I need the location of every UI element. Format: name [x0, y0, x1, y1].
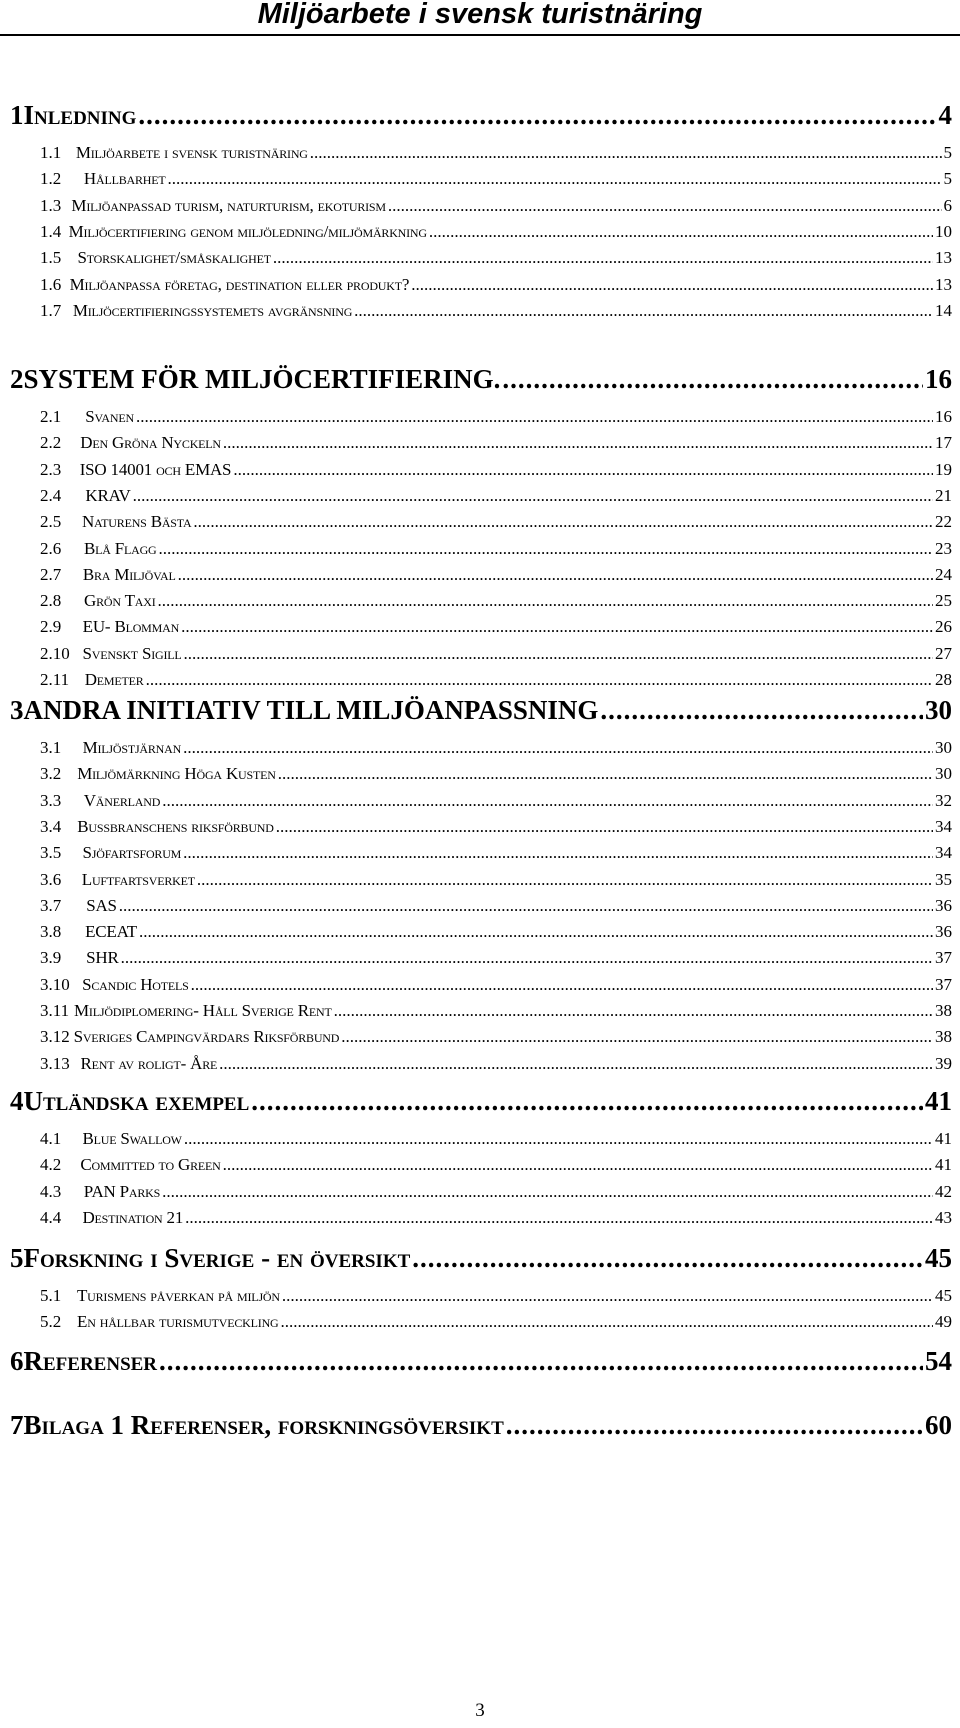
toc-entry-title: Miljömärkning Höga Kusten [77, 764, 276, 784]
toc-entry-number: 3.7 [40, 895, 62, 915]
toc-entry-title: Bilaga 1 Referenser, forskningsöversikt [23, 1410, 504, 1440]
toc-dot-leader [178, 565, 933, 585]
toc-entry-number: 3.3 [40, 790, 62, 810]
toc-section-entry[interactable] [40, 817, 952, 841]
toc-entry-page: 13 [935, 248, 952, 268]
toc-entry-number: 1.5 [40, 248, 62, 268]
toc-entry-number: 3.1 [40, 738, 62, 757]
toc-dot-leader [281, 1312, 933, 1332]
toc-dot-leader [159, 1346, 923, 1377]
toc-entry-title: SYSTEM FÖR MILJÖCERTIFIERING. [23, 364, 501, 394]
toc-entry-number: 5 [10, 1243, 24, 1273]
toc-entry-title: Rent av roligt- Åre [80, 1053, 218, 1073]
toc-entry-page: 25 [935, 591, 952, 611]
toc-dot-leader [429, 222, 933, 242]
toc-entry-number: 6 [10, 1346, 24, 1376]
toc-entry-title: SAS [86, 895, 117, 915]
toc-entry-number: 7 [10, 1410, 24, 1440]
toc-section-entry[interactable] [40, 764, 952, 788]
toc-entry-title: Blue Swallow [82, 1129, 182, 1148]
toc-entry-page: 41 [935, 1155, 952, 1175]
toc-entry-page: 23 [935, 538, 952, 558]
toc-dot-leader [354, 301, 933, 321]
toc-entry-title: Grön Taxi [84, 591, 156, 611]
toc-section-entry[interactable] [40, 539, 952, 563]
toc-entry-page: 35 [935, 869, 952, 889]
toc-entry-number: 3.6 [40, 869, 62, 889]
toc-dot-leader [157, 591, 933, 611]
toc-entry-page: 24 [935, 564, 952, 584]
toc-section-entry[interactable] [40, 1182, 952, 1206]
toc-dot-leader [388, 196, 942, 216]
toc-section-entry[interactable] [40, 433, 952, 457]
toc-section-entry[interactable] [40, 843, 952, 867]
toc-entry-page: 6 [943, 195, 952, 215]
toc-section-entry[interactable] [40, 896, 952, 920]
toc-entry-page: 43 [935, 1207, 952, 1227]
toc-section-entry[interactable] [40, 644, 952, 668]
toc-entry-page: 39 [935, 1053, 952, 1073]
toc-entry-page: 26 [935, 617, 952, 637]
toc-entry-page: 41 [925, 1086, 952, 1116]
toc-entry-title: Miljöarbete i svensk turistnäring [75, 143, 308, 162]
toc-chapter-entry[interactable] [10, 100, 952, 134]
toc-dot-leader [282, 1286, 933, 1306]
toc-entry-page: 14 [935, 300, 952, 320]
toc-entry-title: Den Gröna Nyckeln [80, 433, 221, 453]
toc-entry-number: 2.11 [40, 670, 70, 689]
toc-section-entry[interactable] [40, 617, 952, 641]
toc-entry-page: 13 [935, 274, 952, 294]
toc-dot-leader [119, 896, 933, 916]
toc-dot-leader [278, 764, 933, 784]
toc-entry-title: Miljöstjärnan [82, 738, 182, 757]
toc-entry-number: 2.4 [40, 485, 62, 505]
toc-entry-page: 34 [935, 843, 952, 863]
toc-entry-number: 2.10 [40, 643, 70, 663]
toc-section-entry[interactable] [40, 196, 952, 220]
toc-entry-page: 49 [935, 1312, 952, 1332]
toc-entry-number: 3.9 [40, 948, 62, 968]
toc-dot-leader [223, 1155, 933, 1175]
toc-section-entry[interactable] [40, 143, 952, 167]
toc-entry-title: Scandic Hotels [82, 974, 189, 994]
toc-entry-title: Demeter [84, 670, 144, 689]
toc-chapter-entry[interactable] [10, 1243, 952, 1277]
toc-entry-number: 4.1 [40, 1129, 62, 1148]
toc-entry-title: Svanen [85, 407, 134, 426]
toc-dot-leader [502, 364, 923, 395]
toc-section-entry[interactable] [40, 1312, 952, 1336]
toc-section-entry[interactable] [40, 1129, 952, 1153]
toc-entry-title: Naturens Bästa [81, 512, 192, 532]
toc-dot-leader [168, 169, 942, 189]
toc-dot-leader [273, 248, 933, 268]
toc-section-entry[interactable] [40, 407, 952, 431]
toc-entry-page: 5 [943, 143, 952, 162]
toc-entry-number: 2.1 [40, 407, 62, 426]
toc-dot-leader [138, 100, 936, 131]
toc-section-entry[interactable] [40, 248, 952, 272]
toc-dot-leader [412, 1243, 923, 1274]
toc-dot-leader [506, 1410, 923, 1441]
toc-dot-leader [146, 670, 933, 690]
toc-entry-title: Bussbranschens riksförbund [77, 816, 274, 836]
toc-entry-number: 2.9 [40, 617, 62, 637]
toc-chapter-entry[interactable] [10, 1346, 952, 1380]
toc-dot-leader [223, 433, 933, 453]
toc-entry-title: Forskning i Sverige - en översikt [23, 1243, 411, 1273]
toc-section-entry[interactable] [40, 1054, 952, 1078]
toc-entry-number: 2.3 [40, 459, 62, 479]
toc-entry-page: 32 [935, 790, 952, 810]
toc-entry-title: Miljöcertifiering genom miljöledning/miljömärkning [68, 221, 427, 241]
toc-entry-page: 28 [935, 670, 952, 689]
toc-chapter-entry[interactable] [10, 364, 952, 398]
toc-section-entry[interactable] [40, 922, 952, 946]
toc-entry-page: 19 [935, 459, 952, 479]
toc-section-entry[interactable] [40, 738, 952, 762]
toc-section-entry[interactable] [40, 301, 952, 325]
toc-entry-page: 42 [935, 1181, 952, 1201]
toc-chapter-entry[interactable] [10, 695, 952, 729]
toc-entry-page: 36 [935, 922, 952, 942]
toc-section-entry[interactable] [40, 948, 952, 972]
toc-dot-leader [181, 617, 933, 637]
toc-section-entry[interactable] [40, 1155, 952, 1179]
page-header-title: Miljöarbete i svensk turistnäring [257, 0, 703, 30]
toc-dot-leader [159, 539, 933, 559]
toc-dot-leader [183, 843, 933, 863]
toc-dot-leader [133, 486, 933, 506]
toc-entry-page: 37 [935, 948, 952, 968]
toc-entry-page: 38 [935, 1001, 952, 1020]
toc-entry-title: ECEAT [85, 922, 137, 942]
toc-entry-number: 3.8 [40, 922, 62, 942]
toc-entry-page: 38 [935, 1027, 952, 1047]
toc-entry-title: KRAV [85, 485, 131, 505]
toc-entry-title: Vänerland [83, 790, 161, 810]
toc-entry-title: ANDRA INITIATIV TILL MILJÖANPASSNING [23, 695, 599, 725]
toc-entry-title: Storskalighet/småskalighet [77, 248, 271, 268]
toc-entry-page: 16 [935, 407, 952, 426]
toc-dot-leader [162, 1182, 933, 1202]
toc-dot-leader [233, 460, 933, 480]
toc-entry-number: 3.2 [40, 764, 62, 784]
toc-entry-title: Hållbarhet [83, 169, 166, 189]
toc-chapter-entry[interactable] [10, 1086, 952, 1120]
toc-entry-number: 3.5 [40, 843, 62, 863]
toc-entry-title: Destination 21 [82, 1207, 184, 1227]
toc-entry-title: ISO 14001 och EMAS [79, 459, 232, 479]
toc-section-entry[interactable] [40, 791, 952, 815]
toc-entry-number: 4.3 [40, 1181, 62, 1201]
toc-entry-number: 2.7 [40, 564, 62, 584]
toc-entry-title: Miljöcertifieringssystemets avgränsning [72, 300, 353, 320]
toc-entry-title: Sveriges Campingvärdars Riksförbund [73, 1027, 340, 1047]
toc-entry-number: 1.2 [40, 169, 62, 189]
toc-entry-page: 60 [925, 1410, 952, 1440]
toc-entry-title: Utländska exempel [23, 1086, 250, 1116]
toc-entry-number: 1.1 [40, 143, 62, 162]
toc-entry-page: 54 [925, 1346, 952, 1376]
toc-entry-title: Referenser [23, 1346, 158, 1376]
toc-chapter-entry[interactable] [10, 1410, 952, 1444]
toc-entry-page: 10 [935, 221, 952, 241]
toc-section-entry[interactable] [40, 275, 952, 299]
toc-dot-leader [310, 143, 942, 163]
toc-entry-title: EU- Blomman [82, 617, 180, 637]
toc-section-entry[interactable] [40, 460, 952, 484]
toc-section-entry[interactable] [40, 1208, 952, 1232]
toc-entry-number: 2.6 [40, 538, 62, 558]
toc-entry-number: 3.11 [40, 1001, 70, 1020]
toc-entry-page: 30 [925, 695, 952, 725]
toc-dot-leader [334, 1001, 933, 1021]
toc-entry-page: 21 [935, 485, 952, 505]
toc-entry-number: 2 [10, 364, 24, 394]
toc-dot-leader [411, 275, 933, 295]
toc-section-entry[interactable] [40, 512, 952, 536]
toc-section-entry[interactable] [40, 1286, 952, 1310]
toc-entry-title: Committed to Green [80, 1155, 221, 1175]
toc-entry-page: 45 [935, 1286, 952, 1305]
toc-entry-page: 41 [935, 1129, 952, 1148]
toc-entry-title: Blå Flagg [83, 538, 157, 558]
toc-dot-leader [183, 738, 933, 758]
toc-entry-number: 3.12 [40, 1027, 70, 1047]
toc-section-entry[interactable] [40, 222, 952, 246]
toc-entry-title: PAN Parks [83, 1181, 161, 1201]
toc-section-entry[interactable] [40, 870, 952, 894]
toc-dot-leader [184, 644, 933, 664]
toc-entry-page: 30 [935, 764, 952, 784]
toc-entry-title: SHR [86, 948, 119, 968]
toc-entry-number: 1.6 [40, 274, 62, 294]
toc-entry-number: 1.3 [40, 195, 62, 215]
toc-entry-number: 2.5 [40, 512, 62, 532]
toc-entry-number: 5.2 [40, 1312, 62, 1332]
toc-entry-number: 3.4 [40, 816, 62, 836]
toc-entry-title: Sjöfartsforum [82, 843, 182, 863]
toc-entry-title: En hållbar turismutveckling [77, 1312, 279, 1332]
toc-dot-leader [197, 870, 933, 890]
toc-section-entry[interactable] [40, 565, 952, 589]
toc-entry-number: 1.7 [40, 300, 62, 320]
toc-dot-leader [191, 975, 933, 995]
toc-section-entry[interactable] [40, 169, 952, 193]
page-number: 3 [475, 1700, 485, 1721]
toc-entry-title: Miljöanpassad turism, naturturism, ekoturism [71, 195, 386, 215]
toc-entry-title: Miljödiplomering- Håll Sverige Rent [74, 1001, 332, 1020]
toc-dot-leader [185, 1208, 933, 1228]
toc-entry-number: 3.10 [40, 974, 70, 994]
toc-entry-page: 36 [935, 895, 952, 915]
toc-dot-leader [276, 817, 933, 837]
toc-section-entry[interactable] [40, 591, 952, 615]
toc-entry-page: 27 [935, 643, 952, 663]
toc-entry-page: 22 [935, 512, 952, 532]
toc-dot-leader [341, 1027, 933, 1047]
toc-entry-number: 5.1 [40, 1286, 62, 1305]
toc-dot-leader [139, 922, 933, 942]
toc-dot-leader [193, 512, 933, 532]
toc-entry-number: 2.8 [40, 591, 62, 611]
toc-entry-title: Miljöanpassa företag, destination eller produkt? [69, 274, 410, 294]
toc-dot-leader [184, 1129, 933, 1149]
toc-entry-page: 5 [943, 169, 952, 189]
toc-entry-title: Inledning [23, 100, 137, 130]
toc-entry-page: 16 [925, 364, 952, 394]
toc-entry-number: 1 [10, 100, 24, 130]
toc-entry-page: 17 [935, 433, 952, 453]
toc-section-entry[interactable] [40, 486, 952, 510]
toc-entry-title: Luftfartsverket [81, 869, 195, 889]
toc-section-entry[interactable] [40, 670, 952, 694]
toc-entry-title: Turismens påverkan på miljön [76, 1286, 280, 1305]
toc-entry-page: 4 [938, 100, 952, 130]
toc-entry-number: 2.2 [40, 433, 62, 453]
toc-entry-page: 37 [935, 974, 952, 994]
toc-section-entry[interactable] [40, 975, 952, 999]
toc-dot-leader [121, 948, 933, 968]
toc-entry-page: 34 [935, 816, 952, 836]
toc-section-entry[interactable] [40, 1001, 952, 1025]
toc-entry-number: 1.4 [40, 221, 62, 241]
toc-entry-number: 4 [10, 1086, 24, 1116]
toc-entry-title: Svenskt Sigill [82, 643, 182, 663]
toc-dot-leader [251, 1086, 923, 1117]
toc-dot-leader [162, 791, 933, 811]
toc-entry-page: 45 [925, 1243, 952, 1273]
toc-dot-leader [219, 1054, 933, 1074]
toc-entry-number: 4.4 [40, 1207, 62, 1227]
toc-section-entry[interactable] [40, 1027, 952, 1051]
toc-entry-number: 3 [10, 695, 24, 725]
toc-entry-number: 3.13 [40, 1053, 70, 1073]
toc-entry-number: 4.2 [40, 1155, 62, 1175]
toc-entry-page: 30 [935, 738, 952, 757]
toc-dot-leader [136, 407, 933, 427]
toc-dot-leader [600, 695, 923, 726]
toc-entry-title: Bra Miljöval [82, 564, 176, 584]
